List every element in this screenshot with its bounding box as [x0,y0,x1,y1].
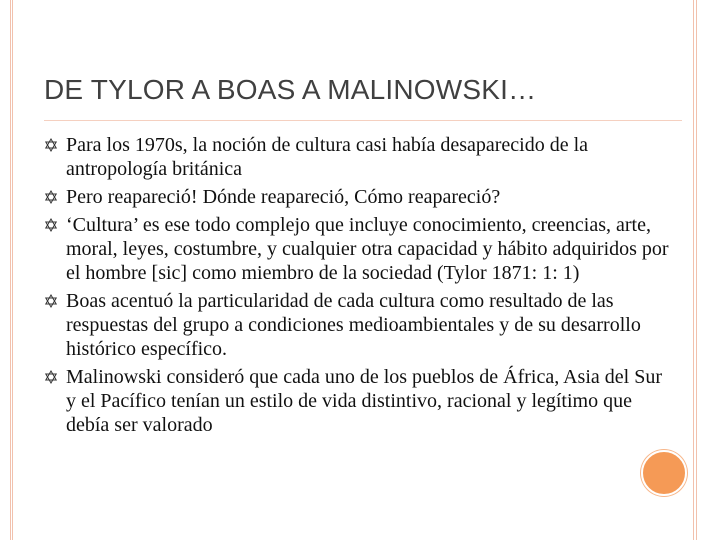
star-of-david-icon [44,218,58,232]
bullet-item [44,289,676,361]
star-of-david-icon [44,190,58,204]
bullet-item [44,133,676,181]
star-of-david-icon [44,138,58,152]
star-of-david-icon [44,370,58,384]
bullet-list [44,133,676,441]
slide-title: DE TYLOR A BOAS A MALINOWSKI… [44,74,537,105]
bullet-text: Para los 1970s, la noción de cultura casi había desaparecido de la antropología británica [66,134,589,180]
star-of-david-icon [44,294,58,308]
bullet-text: Malinowski consideró que cada uno de los pueblos de África, Asia del Sur y el Pacífico tenían un estilo de vida distintivo, racional y legítimo que debía ser valorado [66,366,662,436]
bullet-text: Boas acentuó la particularidad de cada cultura como resultado de las respuestas del grupo a condiciones medioambientales y de su desarrollo histórico específico. [66,290,641,360]
bullet-item [44,185,676,209]
right-frame-border [693,0,697,540]
title-divider [44,120,682,121]
left-frame-border [10,0,13,540]
bullet-item [44,213,676,285]
bullet-text: ‘Cultura’ es ese todo complejo que incluye conocimiento, creencias, arte, moral, leyes, costumbre, y cualquier otra capacidad y hábito adquiridos por el hombre [sic] como miembro de la sociedad (Tylor 1871: 1: 1) [66,214,669,284]
bullet-text: Pero reapareció! Dónde reapareció, Cómo reapareció? [66,186,501,208]
bullet-item [44,365,676,437]
accent-circle-decoration [641,450,687,496]
